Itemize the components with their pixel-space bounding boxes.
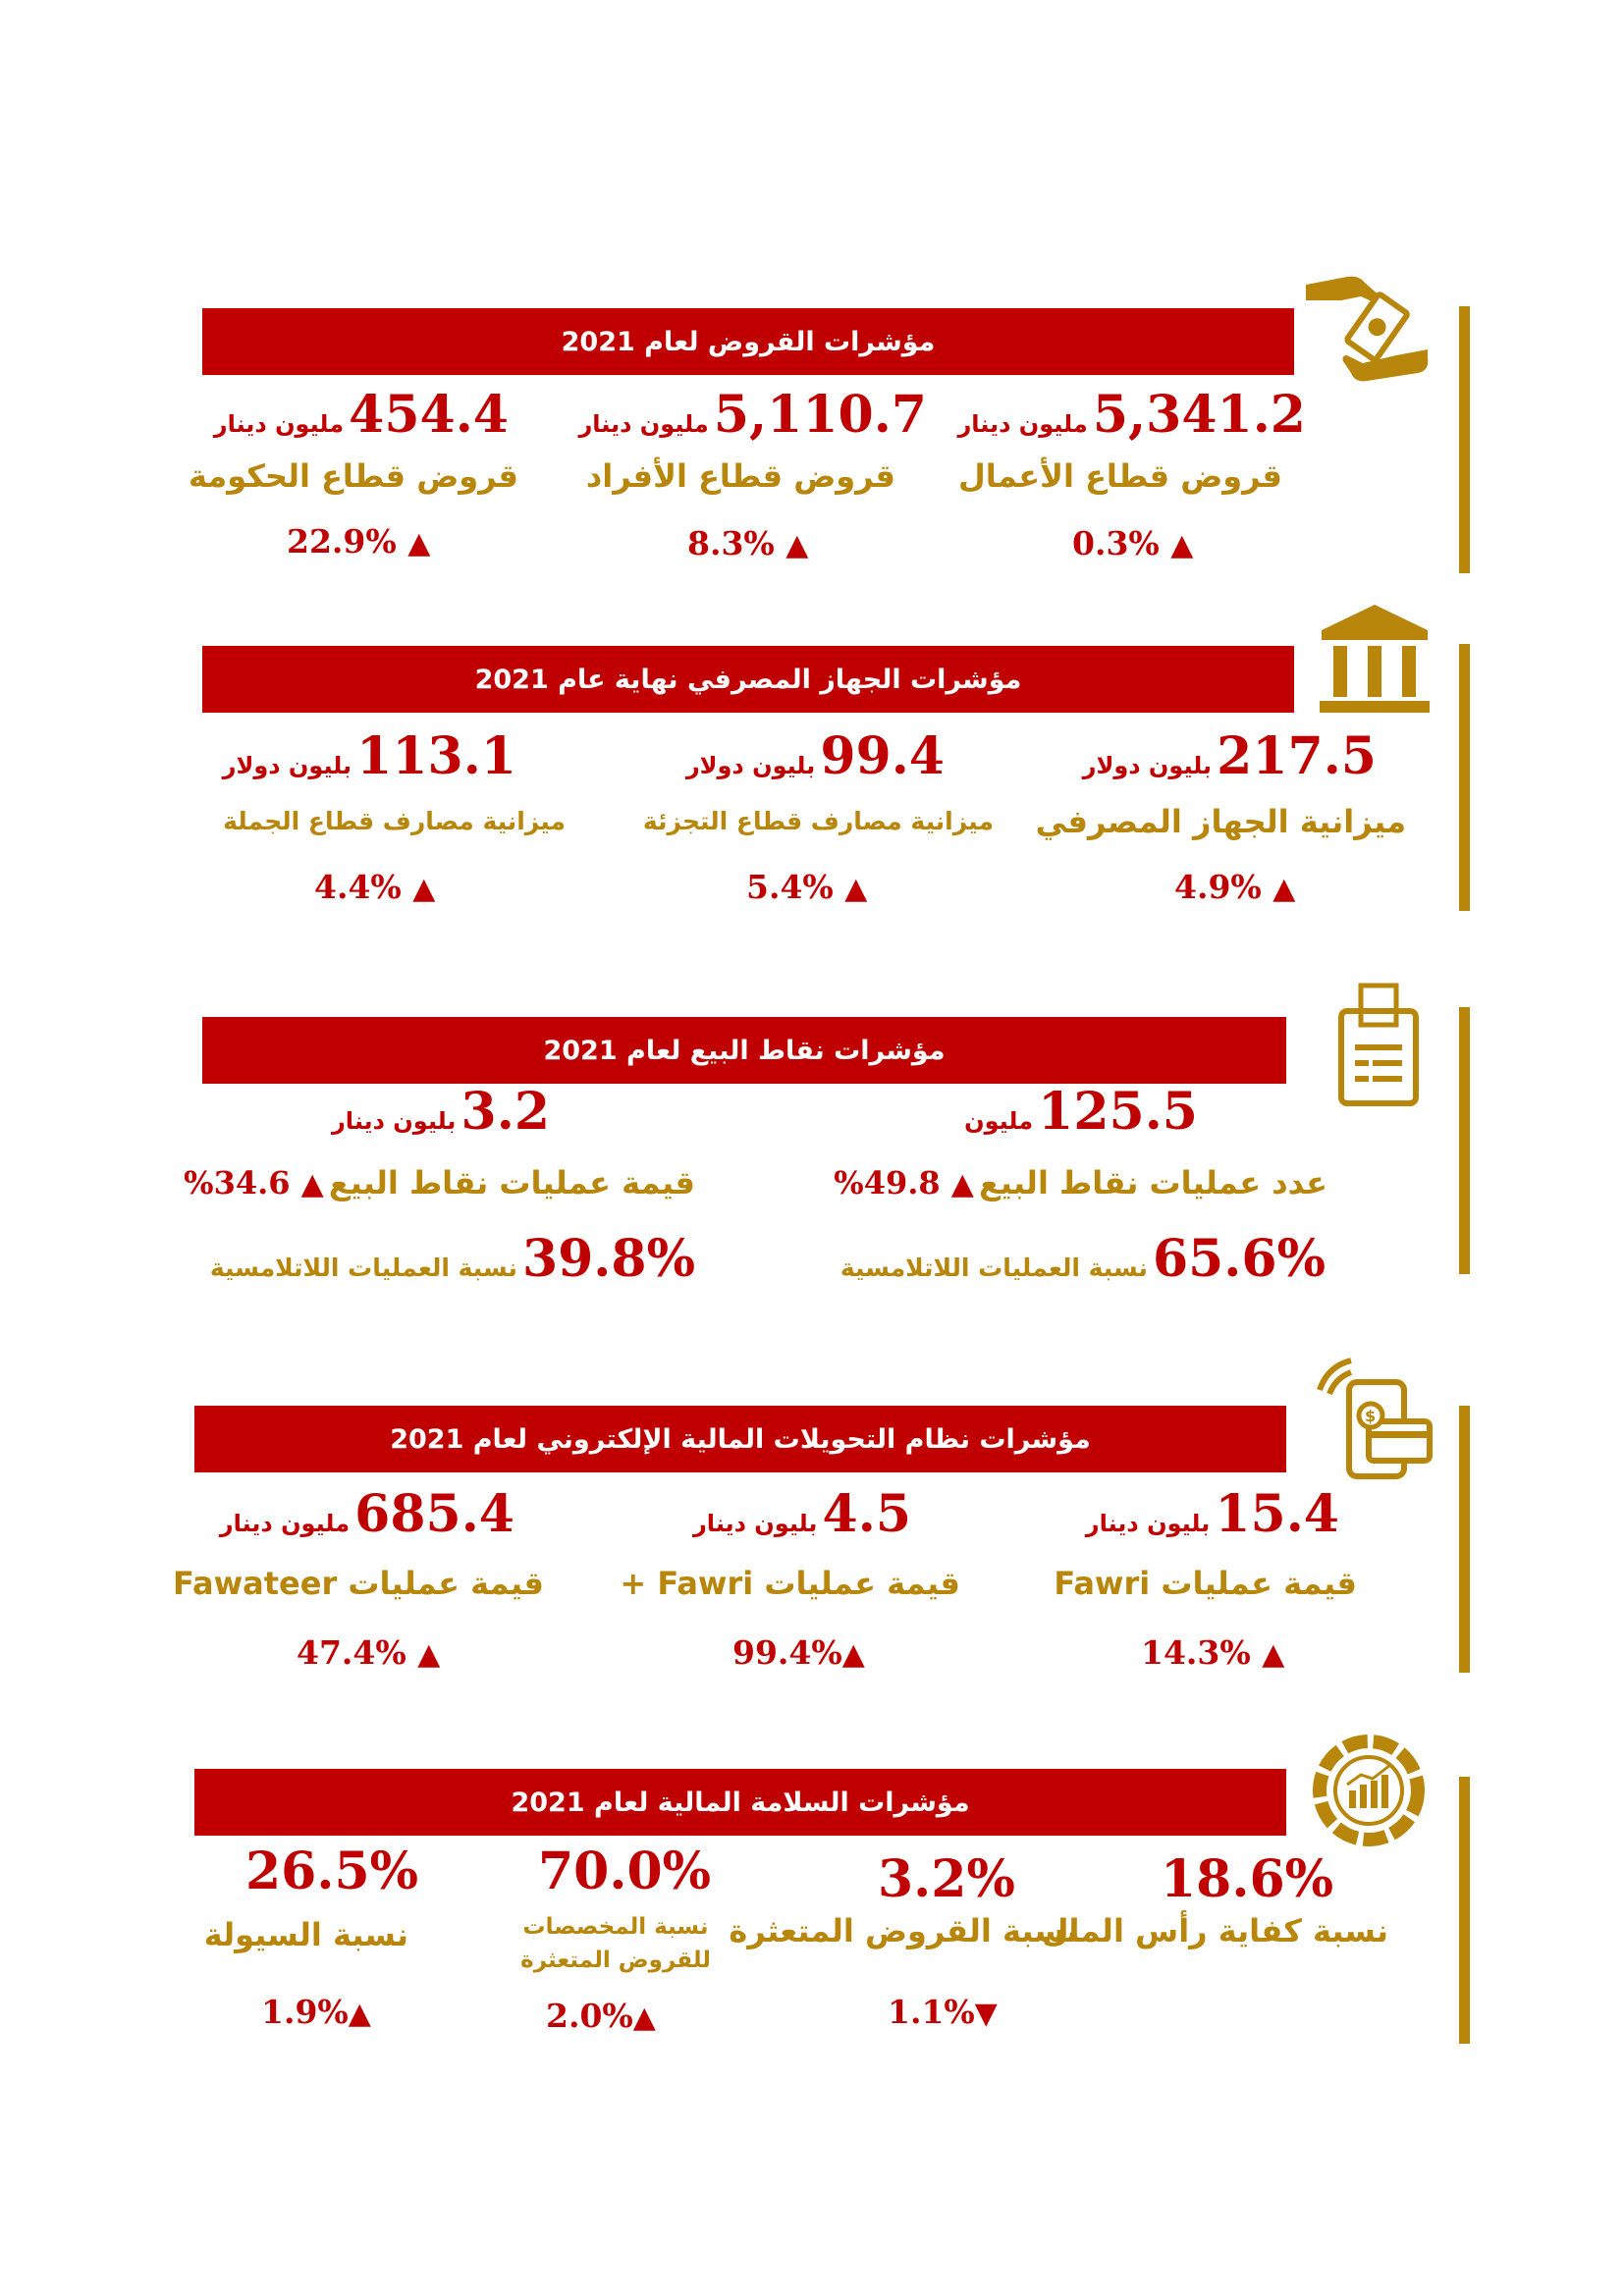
money-hand-icon [1298,267,1435,395]
fawri-plus-label: قيمة عمليات Fawri + [620,1565,960,1602]
business-loans-change [1072,524,1193,562]
value-unit: مليون دينار [219,1510,351,1537]
fawri-change [1141,1633,1284,1672]
stability-banner: مؤشرات السلامة المالية لعام 2021 [194,1769,1286,1836]
up-arrow-icon: ▲ [407,526,431,561]
liquidity-ratio-change [261,1993,371,2031]
value-number: 113.1 [356,726,516,786]
capital-adequacy-label: نسبة كفاية رأس المال [1041,1912,1388,1949]
up-arrow-icon: ▲ [1262,1637,1285,1672]
section-divider [1459,644,1470,911]
provisions-ratio-value: 70.0% [538,1842,712,1901]
pos-count-change [834,1164,974,1201]
change-percent: 14.3% [1141,1633,1251,1672]
change-percent: 0.3% [1072,524,1160,562]
svg-text:$: $ [1365,1407,1377,1425]
contactless-label: نسبة العمليات اللاتلامسية [209,1254,517,1282]
value-number: 99.4 [820,726,945,786]
contactless-label: نسبة العمليات اللاتلامسية [839,1254,1148,1282]
up-arrow-icon: ▲ [348,1997,371,2031]
section-divider [1459,1777,1470,2044]
value-number: 15.4 [1215,1484,1339,1544]
up-arrow-icon: ▲ [412,872,436,906]
pos-terminal-icon [1337,982,1420,1107]
change-percent: 4.9% [1174,868,1262,906]
change-percent: 49.8% [834,1164,941,1201]
npl-ratio-label: نسبة القروض المتعثرة [729,1912,1078,1949]
value-unit: مليون دينار [578,410,709,438]
up-arrow-icon: ▲ [1272,872,1296,906]
retail-banks-budget-change [746,868,867,906]
individual-loans-label: قروض قطاع الأفراد [585,457,895,495]
analytics-gauge-icon [1306,1728,1432,1853]
wholesale-banks-budget-value [223,726,516,786]
contactless-percent: 65.6% [1152,1229,1326,1289]
fawri-plus-change [732,1633,865,1672]
retail-banks-budget-label: ميزانية مصارف قطاع التجزئة [642,807,994,835]
value-number: 5,341.2 [1092,385,1306,445]
bank-building-icon [1316,601,1434,717]
value-number: 125.5 [1038,1082,1198,1142]
change-percent: 34.6% [184,1164,291,1201]
government-loans-label: قروض قطاع الحكومة [188,457,518,495]
banking-banner: مؤشرات الجهاز المصرفي نهاية عام 2021 [202,646,1294,713]
value-number: 454.4 [349,385,509,445]
up-arrow-icon: ▲ [300,1167,324,1201]
change-percent: 22.9% [287,522,397,561]
pos-banner: مؤشرات نقاط البيع لعام 2021 [202,1017,1286,1084]
value-number: 685.4 [354,1484,514,1544]
banking-system-budget-label: ميزانية الجهاز المصرفي [1035,803,1406,840]
pos-value-label: قيمة عمليات نقاط البيع [328,1164,695,1201]
up-arrow-icon: ▲ [785,528,809,562]
mobile-payment-icon [1306,1355,1443,1482]
fawateer-change [297,1633,440,1672]
change-percent: 1.1% [888,1993,975,2031]
up-arrow-icon: ▲ [1170,528,1194,562]
pos-value-value [332,1082,550,1142]
banking-system-budget-value [1083,726,1377,786]
value-number: 217.5 [1217,726,1377,786]
business-loans-label: قروض قطاع الأعمال [958,457,1282,495]
individual-loans-value [578,385,927,445]
fawri-value [1086,1484,1339,1544]
pos-value-row [184,1164,695,1201]
liquidity-ratio-value: 26.5% [245,1842,419,1901]
pos-value-change [184,1164,324,1201]
pos-count-contactless-row [840,1229,1326,1289]
business-loans-value [957,385,1306,445]
retail-banks-budget-value [686,726,945,786]
provisions-ratio-label: نسبة المخصصات للقروض المتعثرة [520,1914,711,1973]
value-unit: بليون دينار [1085,1510,1211,1537]
pos-value-contactless-row [210,1229,695,1289]
fawateer-label: قيمة عمليات Fawateer [173,1565,544,1602]
contactless-percent: 39.8% [521,1229,695,1289]
change-percent: 8.3% [687,524,775,562]
value-unit: مليون دينار [957,410,1088,438]
change-percent: 1.9% [261,1993,349,2031]
up-arrow-icon: ▲ [844,872,868,906]
pos-count-value [964,1082,1198,1142]
change-percent: 2.0% [546,1997,633,2035]
change-percent: 47.4% [297,1633,406,1672]
loans-banner: مؤشرات القروض لعام 2021 [202,308,1294,375]
provisions-ratio-change [546,1997,656,2035]
value-unit: بليون دولار [1082,752,1213,779]
section-divider [1459,306,1470,573]
fawri-label: قيمة عمليات Fawri [1054,1565,1357,1602]
capital-adequacy-value: 18.6% [1161,1849,1334,1909]
government-loans-change [287,522,430,561]
npl-ratio-change [888,1993,998,2031]
value-unit: بليون دولار [685,752,816,779]
wholesale-banks-budget-change [314,868,435,906]
change-percent: 5.4% [746,868,834,906]
value-number: 5,110.7 [713,385,927,445]
eft-banner: مؤشرات نظام التحويلات المالية الإلكتروني لعام 2021 [194,1406,1286,1472]
up-arrow-icon: ▲ [632,2001,656,2035]
fawri-plus-value [693,1484,911,1544]
up-arrow-icon: ▲ [950,1167,974,1201]
section-divider [1459,1406,1470,1673]
value-unit: مليون [964,1107,1034,1135]
section-divider [1459,1007,1470,1274]
value-number: 3.2 [460,1082,550,1142]
wholesale-banks-budget-label: ميزانية مصارف قطاع الجملة [223,807,566,835]
up-arrow-icon: ▲ [841,1637,865,1672]
liquidity-ratio-label: نسبة السيولة [203,1916,408,1953]
value-unit: بليون دينار [331,1107,457,1135]
value-unit: مليون دينار [213,410,345,438]
fawateer-value [220,1484,514,1544]
pos-count-label: عدد عمليات نقاط البيع [978,1164,1327,1201]
pos-count-row [834,1164,1327,1201]
down-arrow-icon: ▼ [974,1997,998,2031]
banking-system-budget-change [1174,868,1295,906]
value-number: 4.5 [822,1484,911,1544]
individual-loans-change [687,524,808,562]
value-unit: بليون دولار [222,752,352,779]
npl-ratio-value: 3.2% [878,1849,1015,1909]
value-unit: بليون دينار [692,1510,818,1537]
change-percent: 4.4% [314,868,402,906]
government-loans-value [214,385,509,445]
up-arrow-icon: ▲ [417,1637,441,1672]
change-percent: 99.4% [732,1633,842,1672]
